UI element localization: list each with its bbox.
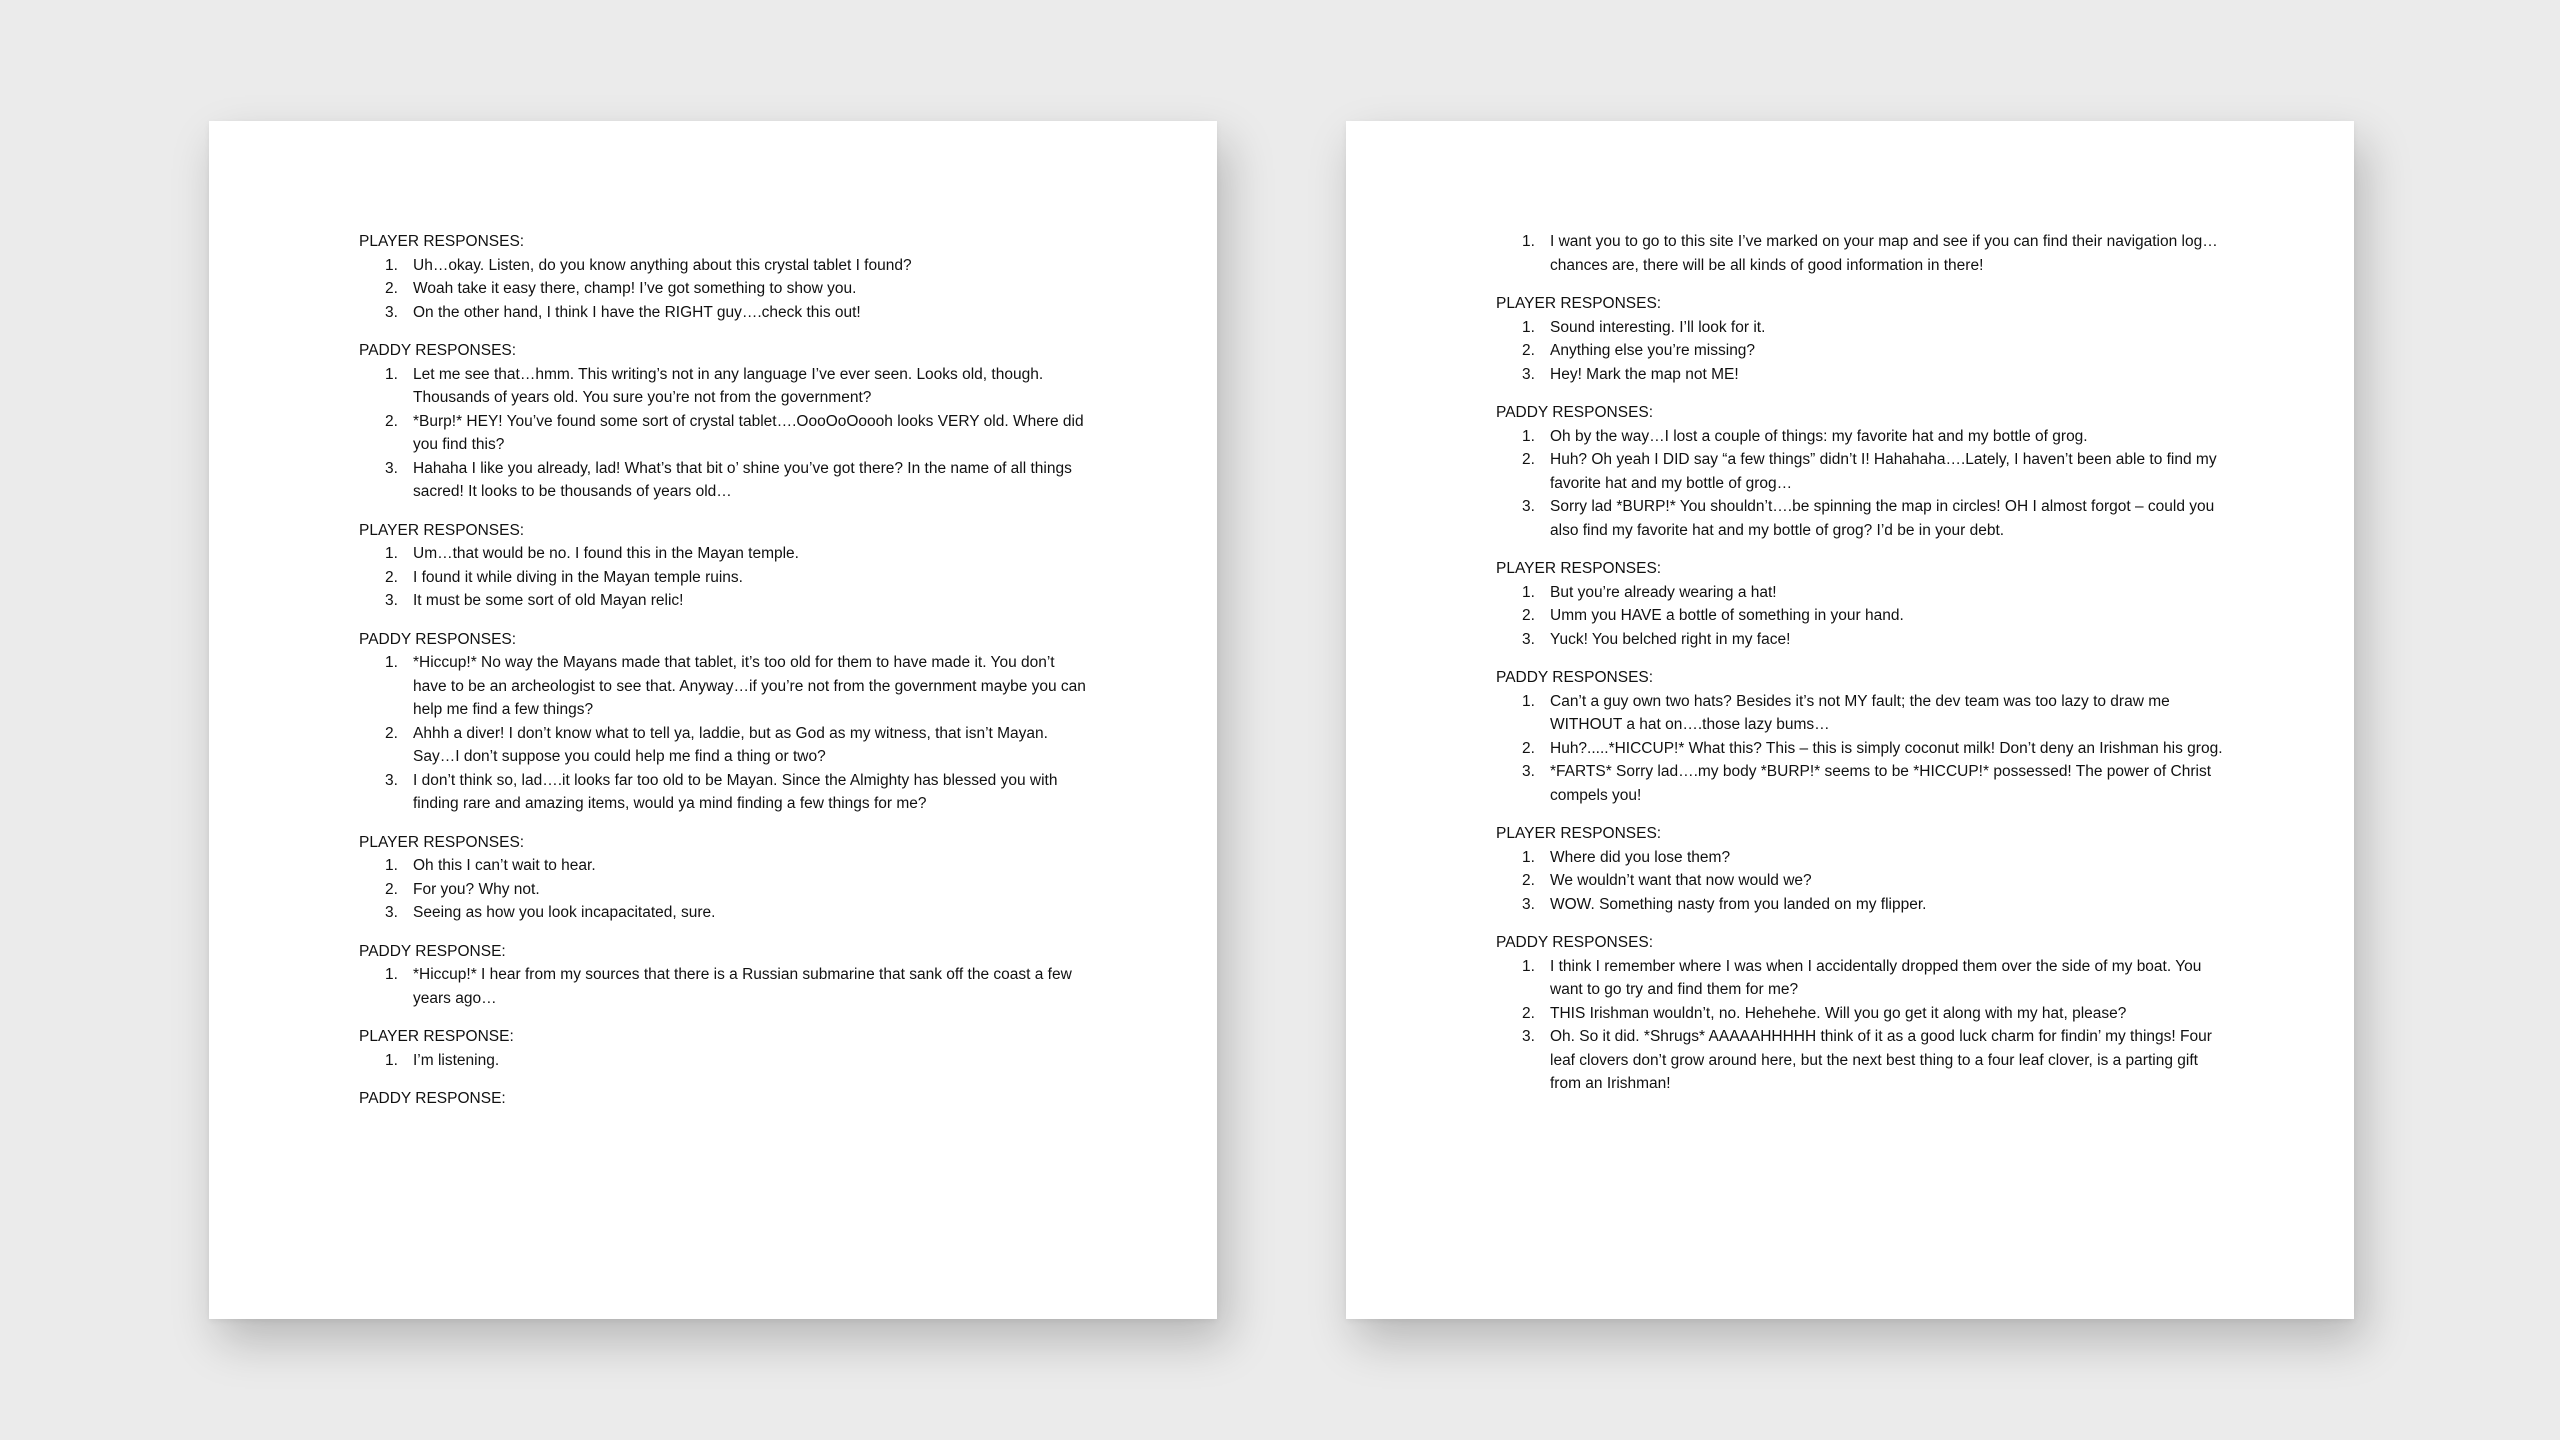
list-item-text: Uh…okay. Listen, do you know anything about this crystal tablet I found? bbox=[413, 256, 912, 274]
list-item-text: We wouldn’t want that now would we? bbox=[1550, 872, 1812, 889]
list-item-number: 1. bbox=[1522, 427, 1535, 445]
list-item-number: 3. bbox=[1522, 895, 1535, 913]
list-item-text: Let me see that…hmm. This writing’s not in any language I’ve ever seen. Looks old, though. Thousands of years old. You sure you’re not from the government? bbox=[413, 365, 1044, 406]
section-heading: PLAYER RESPONSES: bbox=[359, 233, 525, 250]
response-list bbox=[359, 1049, 1089, 1073]
response-list bbox=[359, 963, 1089, 1010]
list-item-number: 2. bbox=[385, 880, 398, 898]
section-heading: PADDY RESPONSES: bbox=[359, 630, 517, 648]
list-item bbox=[359, 589, 1089, 613]
list-item-number: 1. bbox=[1522, 233, 1535, 250]
list-item bbox=[359, 878, 1089, 902]
list-item-number: 3. bbox=[1522, 365, 1535, 383]
list-item-number: 1. bbox=[385, 1051, 398, 1069]
list-item bbox=[1496, 230, 2226, 277]
list-item-number: 3. bbox=[1522, 630, 1535, 648]
list-item bbox=[1496, 893, 2226, 917]
list-item-number: 3. bbox=[1522, 1028, 1535, 1045]
list-item bbox=[359, 769, 1089, 816]
page-2-content bbox=[1496, 230, 2226, 1111]
list-item-text: Yuck! You belched right in my face! bbox=[1550, 630, 1791, 648]
list-item-number: 3. bbox=[385, 904, 398, 921]
list-item-text: *FARTS* Sorry lad….my body *BURP!* seems to be *HICCUP!* possessed! The power of Christ compels you! bbox=[1550, 763, 2212, 804]
section-heading: PADDY RESPONSE: bbox=[359, 1090, 506, 1107]
list-item-number: 2. bbox=[385, 724, 398, 742]
list-item-text: Hey! Mark the map not ME! bbox=[1550, 365, 1739, 383]
response-list bbox=[1496, 316, 2226, 387]
response-list bbox=[359, 854, 1089, 925]
response-list bbox=[1496, 955, 2226, 1096]
list-item-number: 2. bbox=[1522, 607, 1535, 624]
section-heading: PLAYER RESPONSES: bbox=[359, 833, 525, 851]
list-item-number: 2. bbox=[385, 412, 398, 430]
list-item-number: 1. bbox=[1522, 957, 1535, 975]
list-item-text: Oh by the way…I lost a couple of things: my favorite hat and my bottle of grog. bbox=[1550, 427, 2088, 445]
list-item-number: 3. bbox=[385, 459, 398, 477]
list-item bbox=[359, 254, 1089, 278]
list-item bbox=[1496, 869, 2226, 893]
response-list bbox=[1496, 581, 2226, 652]
list-item-text: Oh. So it did. *Shrugs* AAAAAHHHHH think of it as a good luck charm for findin’ my things! Four leaf clovers don’t grow around here, but the next best thing to a four leaf clover, is a parting gift from an Irishman! bbox=[1550, 1028, 2212, 1092]
list-item-number: 2. bbox=[1522, 342, 1535, 359]
list-item-number: 2. bbox=[1522, 1004, 1535, 1022]
list-item bbox=[359, 566, 1089, 590]
list-item-text: I think I remember where I was when I accidentally dropped them over the side of my boat. You want to go try and find them for me? bbox=[1550, 957, 2202, 998]
list-item-number: 2. bbox=[1522, 451, 1535, 468]
list-item-text: WOW. Something nasty from you landed on my flipper. bbox=[1550, 895, 1927, 913]
list-item-text: For you? Why not. bbox=[413, 880, 540, 898]
list-item-text: I don’t think so, lad….it looks far too old to be Mayan. Since the Almighty has blessed you with finding rare and amazing items, would ya mind finding a few things for me? bbox=[413, 771, 1058, 812]
list-item-number: 2. bbox=[1522, 872, 1535, 889]
page-1-content bbox=[359, 230, 1089, 1111]
list-item bbox=[1496, 581, 2226, 605]
list-item bbox=[359, 457, 1089, 504]
response-list bbox=[1496, 230, 2226, 277]
list-item bbox=[359, 901, 1089, 925]
list-item-number: 1. bbox=[1522, 848, 1535, 866]
list-item-text: It must be some sort of old Mayan relic! bbox=[413, 592, 684, 609]
list-item bbox=[359, 363, 1089, 410]
list-item-number: 3. bbox=[385, 592, 398, 609]
list-item-text: Hahaha I like you already, lad! What’s that bit o’ shine you’ve got there? In the name of all things sacred! It looks to be thousands of years old… bbox=[413, 459, 1072, 500]
list-item bbox=[1496, 628, 2226, 652]
list-item-text: Where did you lose them? bbox=[1550, 848, 1731, 866]
list-item-number: 2. bbox=[1522, 739, 1535, 757]
response-list bbox=[359, 254, 1089, 325]
list-item bbox=[1496, 1002, 2226, 1026]
list-item bbox=[359, 301, 1089, 325]
section-heading: PADDY RESPONSES: bbox=[359, 342, 517, 359]
list-item-number: 1. bbox=[385, 365, 398, 383]
section-heading: PLAYER RESPONSE: bbox=[359, 1028, 514, 1045]
list-item bbox=[359, 410, 1089, 457]
list-item-text: Woah take it easy there, champ! I’ve got something to show you. bbox=[413, 280, 857, 297]
list-item bbox=[1496, 955, 2226, 1002]
list-item bbox=[359, 277, 1089, 301]
list-item bbox=[1496, 737, 2226, 761]
list-item-text: I want you to go to this site I’ve marked on your map and see if you can find their navigation log…chances are, there will be all kinds of good information in there! bbox=[1550, 233, 2218, 274]
response-list bbox=[359, 363, 1089, 504]
list-item-number: 3. bbox=[1522, 498, 1535, 515]
list-item-number: 3. bbox=[385, 771, 398, 789]
list-item-text: I’m listening. bbox=[413, 1051, 500, 1069]
list-item-number: 1. bbox=[1522, 692, 1535, 710]
list-item bbox=[359, 1049, 1089, 1073]
list-item bbox=[359, 651, 1089, 722]
list-item-text: Oh this I can’t wait to hear. bbox=[413, 857, 596, 874]
response-list bbox=[1496, 846, 2226, 917]
list-item-text: Sound interesting. I’ll look for it. bbox=[1550, 318, 1766, 336]
section-heading: PLAYER RESPONSES: bbox=[1496, 825, 1662, 842]
list-item bbox=[359, 854, 1089, 878]
section-heading: PADDY RESPONSES: bbox=[1496, 404, 1654, 421]
list-item bbox=[1496, 363, 2226, 387]
response-list bbox=[359, 542, 1089, 613]
list-item bbox=[359, 542, 1089, 566]
list-item-text: *Burp!* HEY! You’ve found some sort of crystal tablet….OooOoOoooh looks VERY old. Where did you find this? bbox=[413, 412, 1084, 453]
list-item-text: Anything else you’re missing? bbox=[1550, 342, 1756, 359]
list-item-text: Seeing as how you look incapacitated, sure. bbox=[413, 904, 716, 921]
list-item-text: Can’t a guy own two hats? Besides it’s not MY fault; the dev team was too lazy to draw me WITHOUT a hat on….those lazy bums… bbox=[1550, 692, 2170, 733]
list-item-number: 2. bbox=[385, 568, 398, 586]
document-page-1 bbox=[209, 121, 1217, 1319]
list-item-text: On the other hand, I think I have the RIGHT guy….check this out! bbox=[413, 303, 861, 321]
document-page-2 bbox=[1346, 121, 2354, 1319]
list-item-text: I found it while diving in the Mayan temple ruins. bbox=[413, 568, 743, 586]
list-item-number: 1. bbox=[385, 654, 398, 671]
list-item bbox=[1496, 425, 2226, 449]
list-item-text: But you’re already wearing a hat! bbox=[1550, 583, 1777, 601]
list-item-number: 1. bbox=[385, 545, 398, 562]
response-list bbox=[1496, 425, 2226, 543]
list-item-text: Huh? Oh yeah I DID say “a few things” didn’t I! Hahahaha….Lately, I haven’t been able to find my favorite hat and my bottle of grog… bbox=[1550, 451, 2217, 492]
list-item-number: 1. bbox=[385, 857, 398, 874]
section-heading: PADDY RESPONSES: bbox=[1496, 934, 1654, 951]
list-item bbox=[1496, 690, 2226, 737]
section-heading: PLAYER RESPONSES: bbox=[1496, 560, 1662, 577]
list-item bbox=[1496, 448, 2226, 495]
section-heading: PLAYER RESPONSES: bbox=[359, 521, 525, 539]
list-item-text: *Hiccup!* No way the Mayans made that tablet, it’s too old for them to have made it. You don’t have to be an archeologist to see that. Anyway…if you’re not from the government maybe you can help me find a few things? bbox=[413, 654, 1086, 718]
list-item bbox=[359, 722, 1089, 769]
list-item-text: Huh?.....*HICCUP!* What this? This – this is simply coconut milk! Don’t deny an Irishman his grog. bbox=[1550, 739, 2223, 757]
list-item-number: 2. bbox=[385, 280, 398, 297]
list-item bbox=[1496, 846, 2226, 870]
list-item-text: Sorry lad *BURP!* You shouldn’t….be spinning the map in circles! OH I almost forgot – could you also find my favorite hat and my bottle of grog? I’d be in your debt. bbox=[1550, 498, 2215, 539]
list-item-number: 1. bbox=[385, 256, 398, 274]
list-item bbox=[1496, 760, 2226, 807]
list-item-text: Um…that would be no. I found this in the Mayan temple. bbox=[413, 545, 799, 562]
list-item bbox=[1496, 1025, 2226, 1096]
section-heading: PADDY RESPONSE: bbox=[359, 942, 506, 960]
list-item-number: 1. bbox=[1522, 583, 1535, 601]
list-item bbox=[1496, 339, 2226, 363]
list-item bbox=[359, 963, 1089, 1010]
list-item-text: THIS Irishman wouldn’t, no. Hehehehe. Will you go get it along with my hat, please? bbox=[1550, 1004, 2127, 1022]
list-item-number: 1. bbox=[385, 966, 398, 983]
section-heading: PADDY RESPONSES: bbox=[1496, 669, 1654, 686]
list-item bbox=[1496, 604, 2226, 628]
list-item-text: Ahhh a diver! I don’t know what to tell ya, laddie, but as God as my witness, that isn’t Mayan. Say…I don’t suppose you could help me find a thing or two? bbox=[413, 724, 1048, 765]
list-item bbox=[1496, 495, 2226, 542]
list-item-number: 3. bbox=[385, 303, 398, 321]
response-list bbox=[1496, 690, 2226, 808]
list-item-number: 3. bbox=[1522, 763, 1535, 780]
response-list bbox=[359, 651, 1089, 816]
section-heading: PLAYER RESPONSES: bbox=[1496, 295, 1662, 312]
list-item-text: Umm you HAVE a bottle of something in your hand. bbox=[1550, 607, 1904, 624]
list-item-text: *Hiccup!* I hear from my sources that there is a Russian submarine that sank off the coast a few years ago… bbox=[413, 966, 1072, 1007]
list-item-number: 1. bbox=[1522, 318, 1535, 336]
list-item bbox=[1496, 316, 2226, 340]
